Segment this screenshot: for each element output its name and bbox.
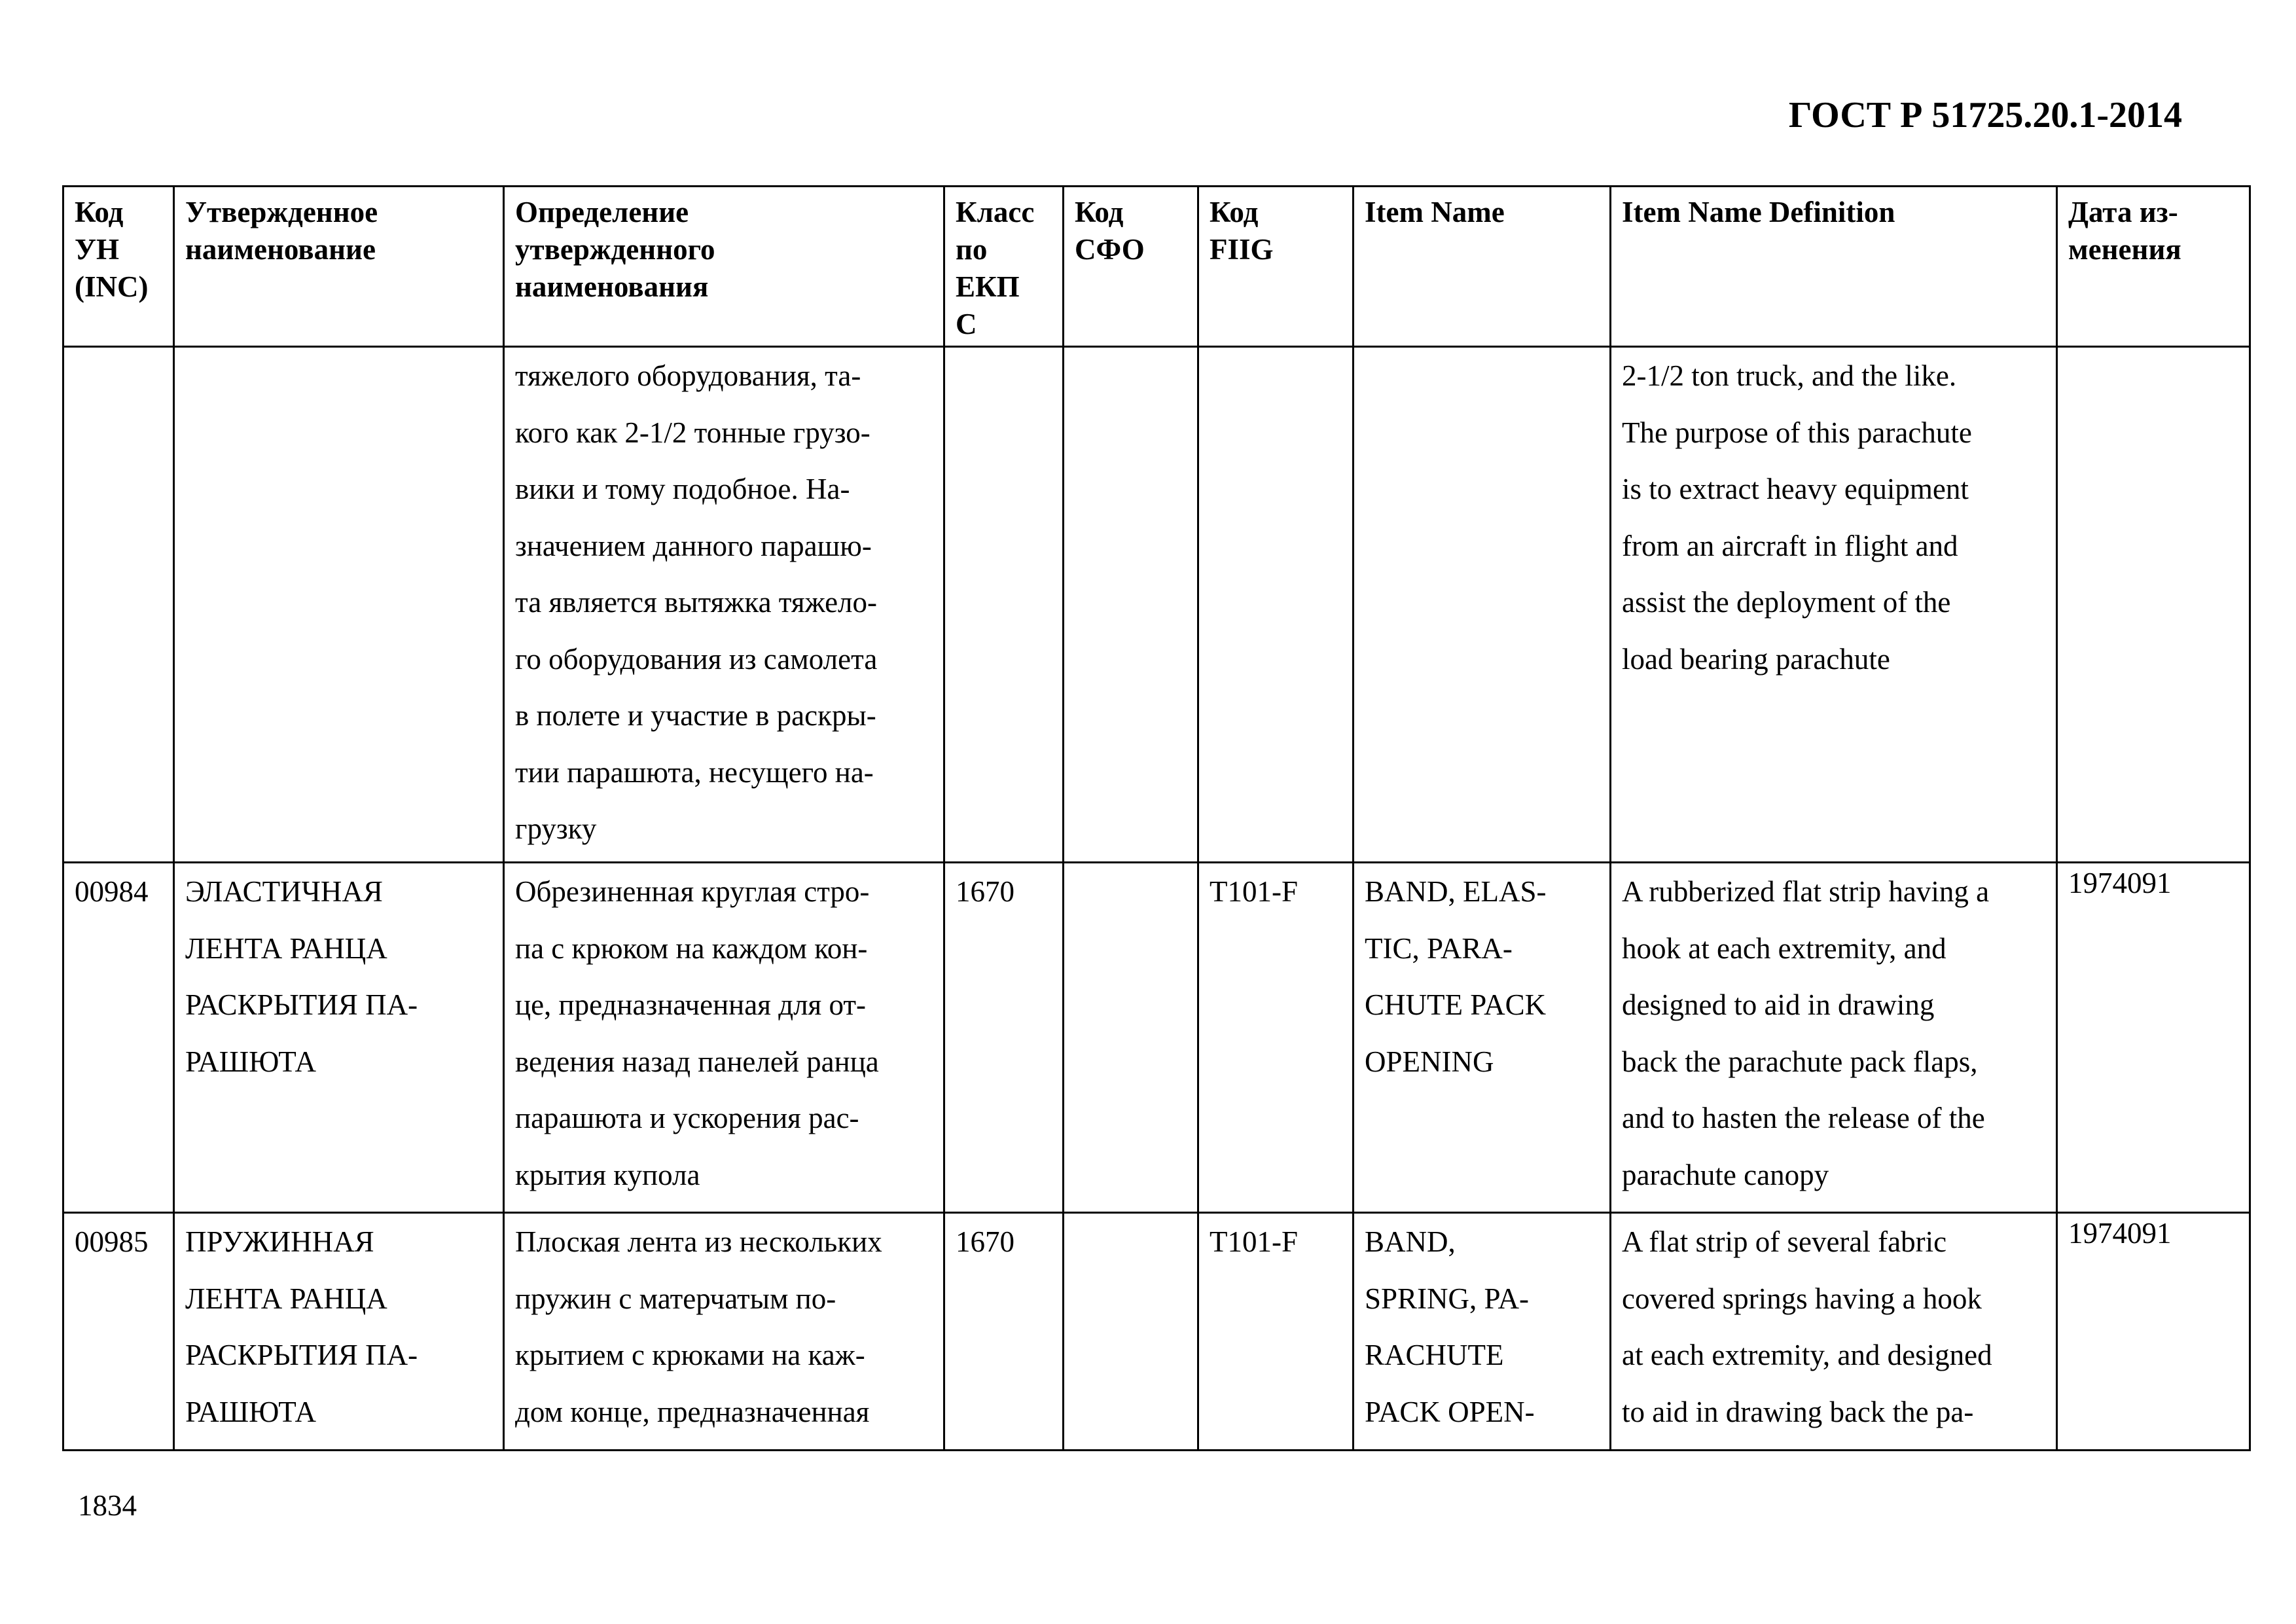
col-header-approved-name: Утвержденное наименование: [174, 187, 504, 347]
cell-sfo-code: [1064, 1213, 1198, 1451]
cell-fiig-code: T101-F: [1198, 863, 1354, 1213]
cell-sfo-code: [1064, 863, 1198, 1213]
cell-fiig-code: [1198, 347, 1354, 863]
cell-item-definition: 2-1/2 ton truck, and the like. The purpose of this parachute is to extract heavy equipment from an aircraft in flight and assist the deployment of the load bearing parachute: [1611, 347, 2057, 863]
col-header-item-definition: Item Name Definition: [1611, 187, 2057, 347]
col-header-inc: Код УН (INC): [63, 187, 174, 347]
document-code: ГОСТ Р 51725.20.1-2014: [1788, 95, 2182, 135]
cell-approved-definition: тяжелого оборудования, та- кого как 2-1/2 тонные грузо- вики и тому подобное. На- значением данного парашю- та является вытяжка тяжело- го оборудования из самолета в полете и участие в раскры- тии парашюта, несущего на- грузку: [504, 347, 944, 863]
cell-approved-name: ЭЛАСТИЧНАЯ ЛЕНТА РАНЦА РАСКРЫТИЯ ПА- РАШЮТА: [174, 863, 504, 1213]
col-header-item-name: Item Name: [1354, 187, 1611, 347]
cell-fsc-class: 1670: [944, 863, 1064, 1213]
col-header-change-date: Дата из- менения: [2057, 187, 2250, 347]
table-row: [63, 863, 2250, 1213]
cell-approved-name: ПРУЖИННАЯ ЛЕНТА РАНЦА РАСКРЫТИЯ ПА- РАШЮТА: [174, 1213, 504, 1451]
cell-fiig-code: T101-F: [1198, 1213, 1354, 1451]
col-header-fiig-code: Код FIIG: [1198, 187, 1354, 347]
cell-inc: 00985: [63, 1213, 174, 1451]
cell-change-date: 1974091: [2057, 863, 2250, 1213]
cell-inc: [63, 347, 174, 863]
table-row: [63, 347, 2250, 863]
cell-fsc-class: [944, 347, 1064, 863]
col-header-sfo-code: Код СФО: [1064, 187, 1198, 347]
cell-change-date: 1974091: [2057, 1213, 2250, 1451]
col-header-approved-definition: Определение утвержденного наименования: [504, 187, 944, 347]
table-row: [63, 1213, 2250, 1451]
cell-fsc-class: 1670: [944, 1213, 1064, 1451]
cell-item-name: BAND, SPRING, PA- RACHUTE PACK OPEN-: [1354, 1213, 1611, 1451]
cell-approved-definition: Плоская лента из нескольких пружин с матерчатым по- крытием с крюками на каж- дом конце, предназначенная: [504, 1213, 944, 1451]
cell-inc: 00984: [63, 863, 174, 1213]
cell-item-definition: A rubberized flat strip having a hook at each extremity, and designed to aid in drawing back the parachute pack flaps, and to hasten the release of the parachute canopy: [1611, 863, 2057, 1213]
cell-sfo-code: [1064, 347, 1198, 863]
cell-item-name: BAND, ELAS- TIC, PARA- CHUTE PACK OPENING: [1354, 863, 1611, 1213]
col-header-fsc-class: Класс по ЕКП С: [944, 187, 1064, 347]
cell-item-name: [1354, 347, 1611, 863]
cell-approved-definition: Обрезиненная круглая стро- па с крюком на каждом кон- це, предназначенная для от- ведения назад панелей ранца парашюта и ускорения рас- крытия купола: [504, 863, 944, 1213]
table-header-row: [63, 187, 2250, 347]
page-number: 1834: [78, 1489, 137, 1522]
cell-approved-name: [174, 347, 504, 863]
cell-item-definition: A flat strip of several fabric covered springs having a hook at each extremity, and designed to aid in drawing back the pa-: [1611, 1213, 2057, 1451]
cell-change-date: [2057, 347, 2250, 863]
catalog-table: [62, 185, 2251, 1451]
